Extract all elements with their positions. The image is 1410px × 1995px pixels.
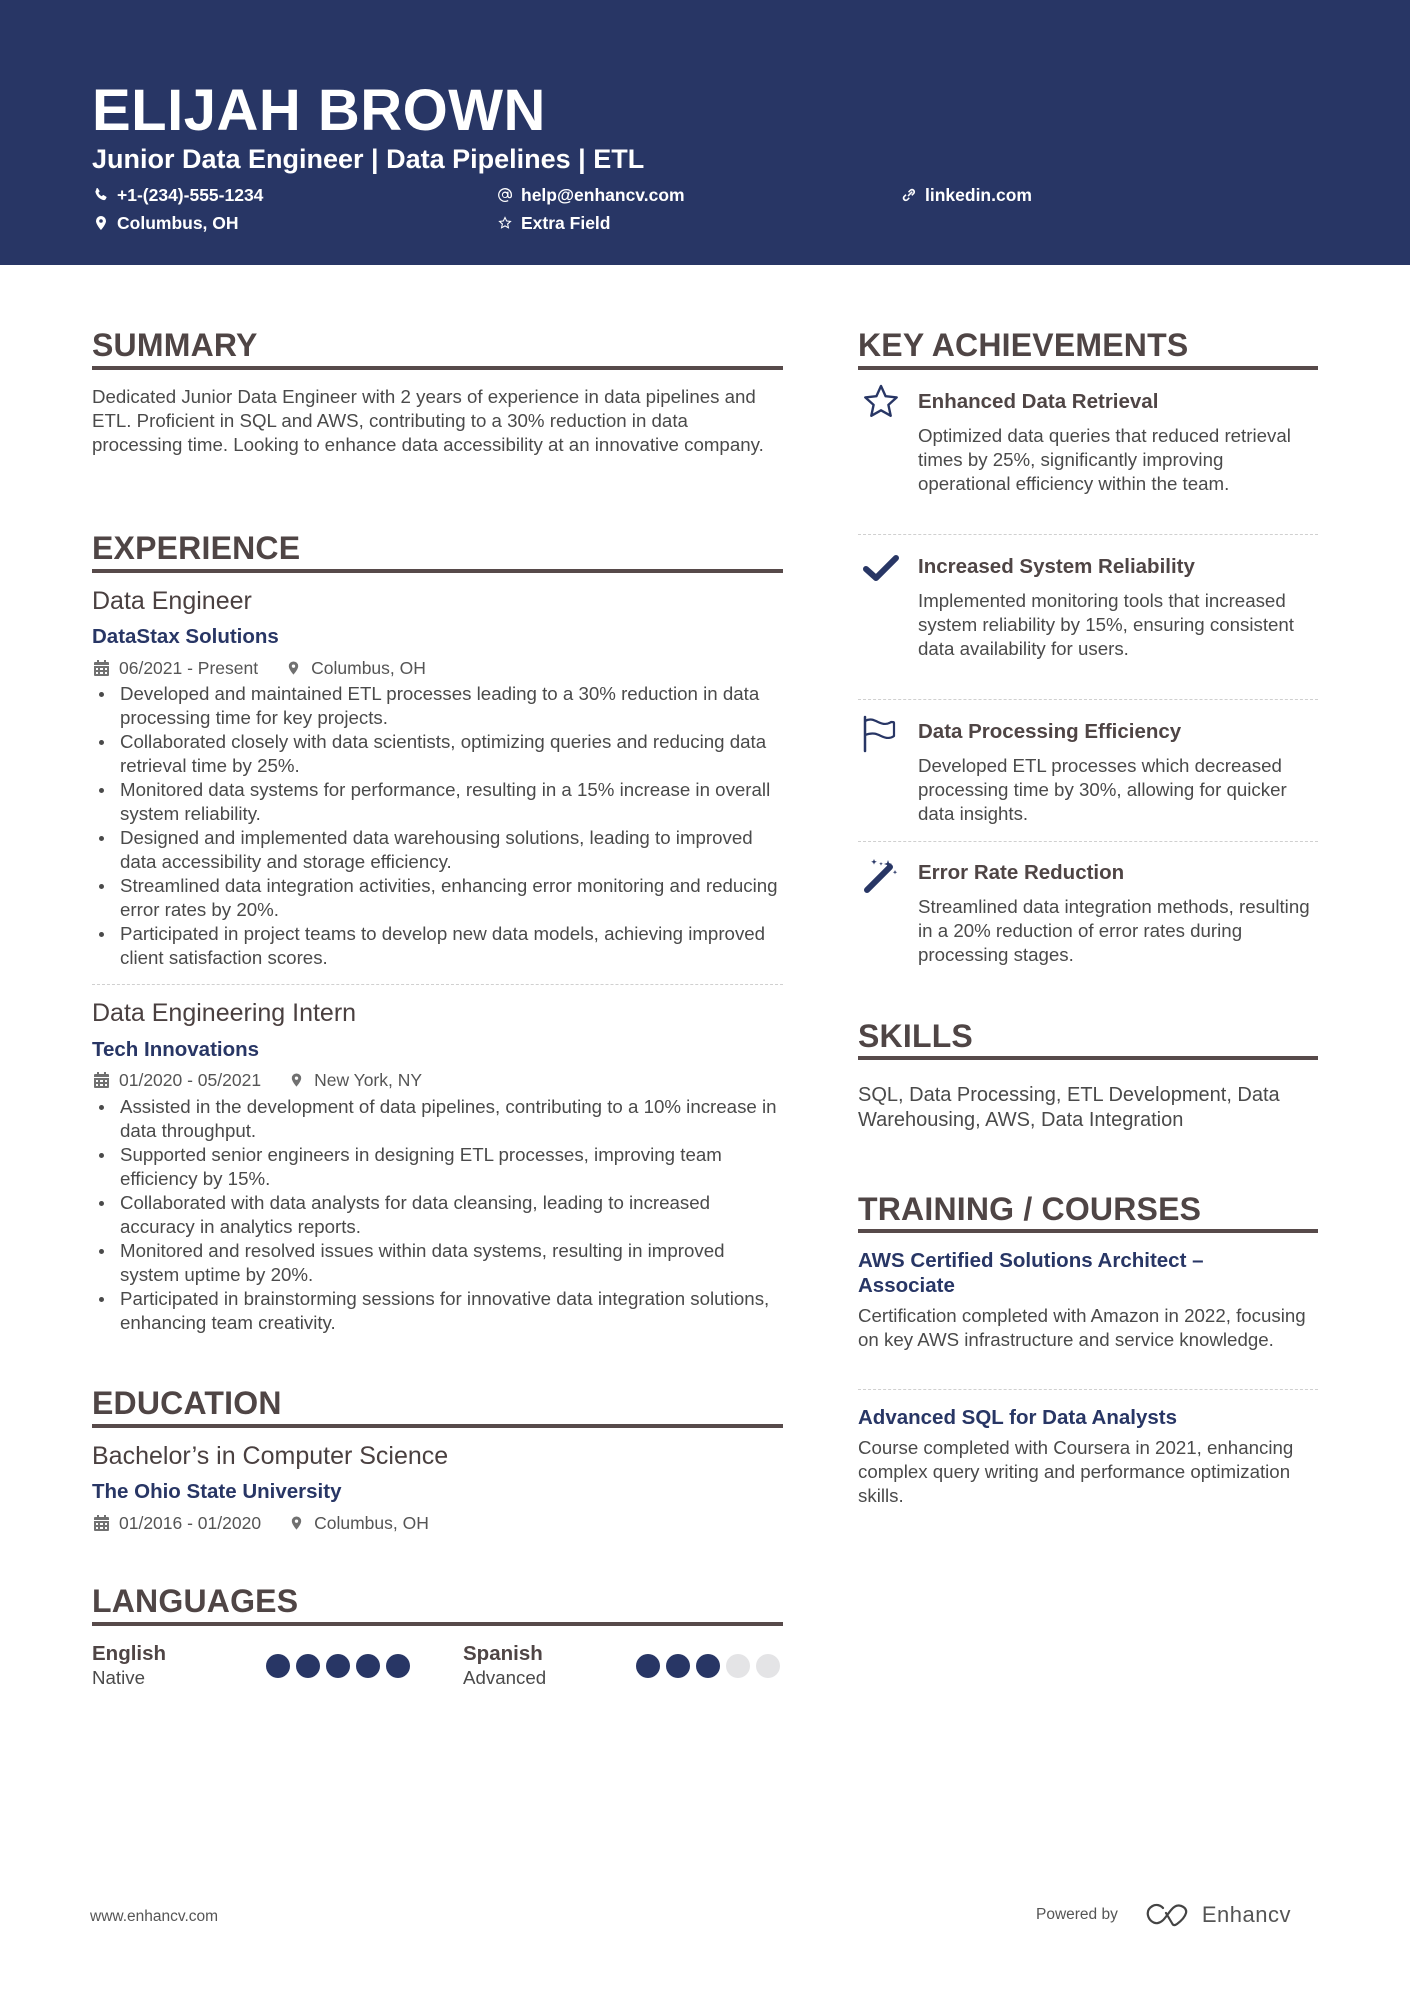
rating-dot-filled xyxy=(666,1654,690,1678)
achievement-title: Increased System Reliability xyxy=(918,555,1195,578)
course-title: AWS Certified Solutions Architect – Associate xyxy=(858,1249,1204,1297)
location-pin-icon xyxy=(289,1515,304,1531)
section-rule xyxy=(858,1229,1318,1233)
candidate-name: ELIJAH BROWN xyxy=(92,78,546,143)
job-meta xyxy=(94,1068,422,1092)
header-banner xyxy=(0,0,1410,265)
entry-divider xyxy=(858,1389,1318,1390)
achievement-title: Enhanced Data Retrieval xyxy=(918,390,1159,413)
company-name: Tech Innovations xyxy=(92,1038,260,1061)
language-rating xyxy=(266,1654,410,1678)
language-rating xyxy=(636,1654,780,1678)
rating-dot-filled xyxy=(356,1654,380,1678)
phone-text: +1-(234)-555-1234 xyxy=(117,185,264,205)
bullet-item: Collaborated closely with data scientists, optimizing queries and reducing data retrieval time by 25%. xyxy=(92,730,783,778)
job-dates: 01/2020 - 05/2021 xyxy=(119,1070,262,1090)
achievement-desc: Streamlined data integration methods, resulting in a 20% reduction of error rates during processing stages. xyxy=(918,896,1310,965)
skills-text: SQL, Data Processing, ETL Development, Data Warehousing, AWS, Data Integration xyxy=(858,1084,1280,1131)
education-location-wrap xyxy=(289,1511,429,1535)
entry-divider xyxy=(858,534,1318,535)
website-text: linkedin.com xyxy=(925,185,1032,205)
extra-field-text: Extra Field xyxy=(521,213,611,233)
star-outline-icon xyxy=(497,215,513,231)
footer-branding[interactable] xyxy=(1036,1902,1291,1928)
bullet-item: Monitored data systems for performance, resulting in a 15% increase in overall system reliability. xyxy=(92,778,783,826)
section-title-skills: SKILLS xyxy=(858,1018,973,1054)
calendar-icon xyxy=(94,660,109,676)
section-title-summary: SUMMARY xyxy=(92,327,258,363)
course-desc: Course completed with Coursera in 2021, enhancing complex query writing and performance optimization skills. xyxy=(858,1437,1294,1506)
enhancv-logo-icon xyxy=(1144,1902,1192,1928)
section-title-languages: LANGUAGES xyxy=(92,1583,299,1619)
star-icon xyxy=(862,383,900,421)
achievement-desc: Optimized data queries that reduced retrieval times by 25%, significantly improving operational efficiency within the team. xyxy=(918,425,1291,494)
rating-dot-filled xyxy=(636,1654,660,1678)
bullet-item: Streamlined data integration activities, enhancing error monitoring and reducing error rates by 20%. xyxy=(92,874,783,922)
degree-title: Bachelor’s in Computer Science xyxy=(92,1442,449,1470)
section-title-education: EDUCATION xyxy=(92,1385,282,1421)
location-pin-icon xyxy=(286,660,301,676)
rating-dot-empty xyxy=(726,1654,750,1678)
bullet-item: Supported senior engineers in designing ETL processes, improving team efficiency by 15%. xyxy=(92,1143,783,1191)
location-pin-icon xyxy=(93,215,109,231)
contact-email[interactable] xyxy=(497,183,685,207)
section-rule xyxy=(858,366,1318,370)
contact-website[interactable] xyxy=(901,183,1032,207)
section-rule xyxy=(92,1424,783,1428)
language-level: Advanced xyxy=(463,1667,547,1688)
entry-divider xyxy=(858,841,1318,842)
rating-dot-filled xyxy=(696,1654,720,1678)
section-title-experience: EXPERIENCE xyxy=(92,530,301,566)
achievement-title: Data Processing Efficiency xyxy=(918,720,1182,743)
achievement-desc: Implemented monitoring tools that increased system reliability by 15%, ensuring consistent data availability for users. xyxy=(918,590,1294,659)
summary-text: Dedicated Junior Data Engineer with 2 years of experience in data pipelines and ETL. Proficient in SQL and AWS, contributing to a 30% reduction in data processing time. Looking to enhance data accessibility at an innovative company. xyxy=(92,386,764,455)
bullet-item: Participated in brainstorming sessions for innovative data integration solutions, enhancing team creativity. xyxy=(92,1287,783,1335)
powered-by-label: Powered by xyxy=(1036,1906,1118,1923)
course-title: Advanced SQL for Data Analysts xyxy=(858,1406,1177,1429)
link-icon xyxy=(901,187,917,203)
bullet-item: Participated in project teams to develop new data models, achieving improved client satisfaction scores. xyxy=(92,922,783,970)
contact-phone[interactable] xyxy=(93,183,263,207)
location-pin-icon xyxy=(289,1072,304,1088)
check-icon xyxy=(862,550,900,588)
contact-extra-field xyxy=(497,211,610,235)
rating-dot-filled xyxy=(326,1654,350,1678)
job-bullets xyxy=(92,682,783,970)
rating-dot-empty xyxy=(756,1654,780,1678)
education-meta xyxy=(94,1511,429,1535)
section-rule xyxy=(92,569,783,573)
enhancv-brand-name: Enhancv xyxy=(1201,1902,1291,1927)
achievement-desc: Developed ETL processes which decreased processing time by 30%, allowing for quicker data insights. xyxy=(918,755,1287,824)
job-dates: 06/2021 - Present xyxy=(119,658,259,678)
entry-divider xyxy=(858,699,1318,700)
job-bullets xyxy=(92,1095,783,1335)
section-rule xyxy=(92,1622,783,1626)
section-title-achievements: KEY ACHIEVEMENTS xyxy=(858,327,1189,363)
magic-wand-icon xyxy=(862,856,900,894)
calendar-icon xyxy=(94,1072,109,1088)
bullet-item: Designed and implemented data warehousing solutions, leading to improved data accessibility and storage efficiency. xyxy=(92,826,783,874)
rating-dot-filled xyxy=(266,1654,290,1678)
education-dates: 01/2016 - 01/2020 xyxy=(119,1513,262,1533)
job-title: Data Engineer xyxy=(92,587,252,615)
flag-icon xyxy=(862,715,900,753)
section-rule xyxy=(858,1056,1318,1060)
company-name: DataStax Solutions xyxy=(92,625,279,648)
bullet-item: Collaborated with data analysts for data cleansing, leading to increased accuracy in analytics reports. xyxy=(92,1191,783,1239)
course-desc: Certification completed with Amazon in 2022, focusing on key AWS infrastructure and service knowledge. xyxy=(858,1305,1306,1350)
job-location: New York, NY xyxy=(314,1070,423,1090)
language-name: Spanish xyxy=(463,1642,543,1665)
rating-dot-filled xyxy=(386,1654,410,1678)
bullet-item: Developed and maintained ETL processes leading to a 30% reduction in data processing time for key projects. xyxy=(92,682,783,730)
rating-dot-filled xyxy=(296,1654,320,1678)
section-rule xyxy=(92,366,783,370)
location-text: Columbus, OH xyxy=(117,213,239,233)
phone-icon xyxy=(93,187,109,203)
job-location: Columbus, OH xyxy=(311,658,426,678)
email-text: help@enhancv.com xyxy=(521,185,685,205)
entry-divider xyxy=(92,984,783,985)
bullet-item: Assisted in the development of data pipelines, contributing to a 10% increase in data throughput. xyxy=(92,1095,783,1143)
contact-location xyxy=(93,211,239,235)
achievement-title: Error Rate Reduction xyxy=(918,861,1125,884)
at-icon xyxy=(497,187,513,203)
education-location: Columbus, OH xyxy=(314,1513,429,1533)
job-location-wrap xyxy=(286,656,426,680)
bullet-item: Monitored and resolved issues within data systems, resulting in improved system uptime by 20%. xyxy=(92,1239,783,1287)
section-title-training: TRAINING / COURSES xyxy=(858,1191,1202,1227)
job-location-wrap xyxy=(289,1068,422,1092)
language-level: Native xyxy=(92,1667,145,1688)
calendar-icon xyxy=(94,1515,109,1531)
candidate-headline: Junior Data Engineer | Data Pipelines | ETL xyxy=(92,144,645,174)
language-name: English xyxy=(92,1642,167,1665)
school-name: The Ohio State University xyxy=(92,1480,342,1503)
job-meta xyxy=(94,656,426,680)
footer-website-link[interactable]: www.enhancv.com xyxy=(90,1908,219,1925)
job-title: Data Engineering Intern xyxy=(92,999,357,1027)
